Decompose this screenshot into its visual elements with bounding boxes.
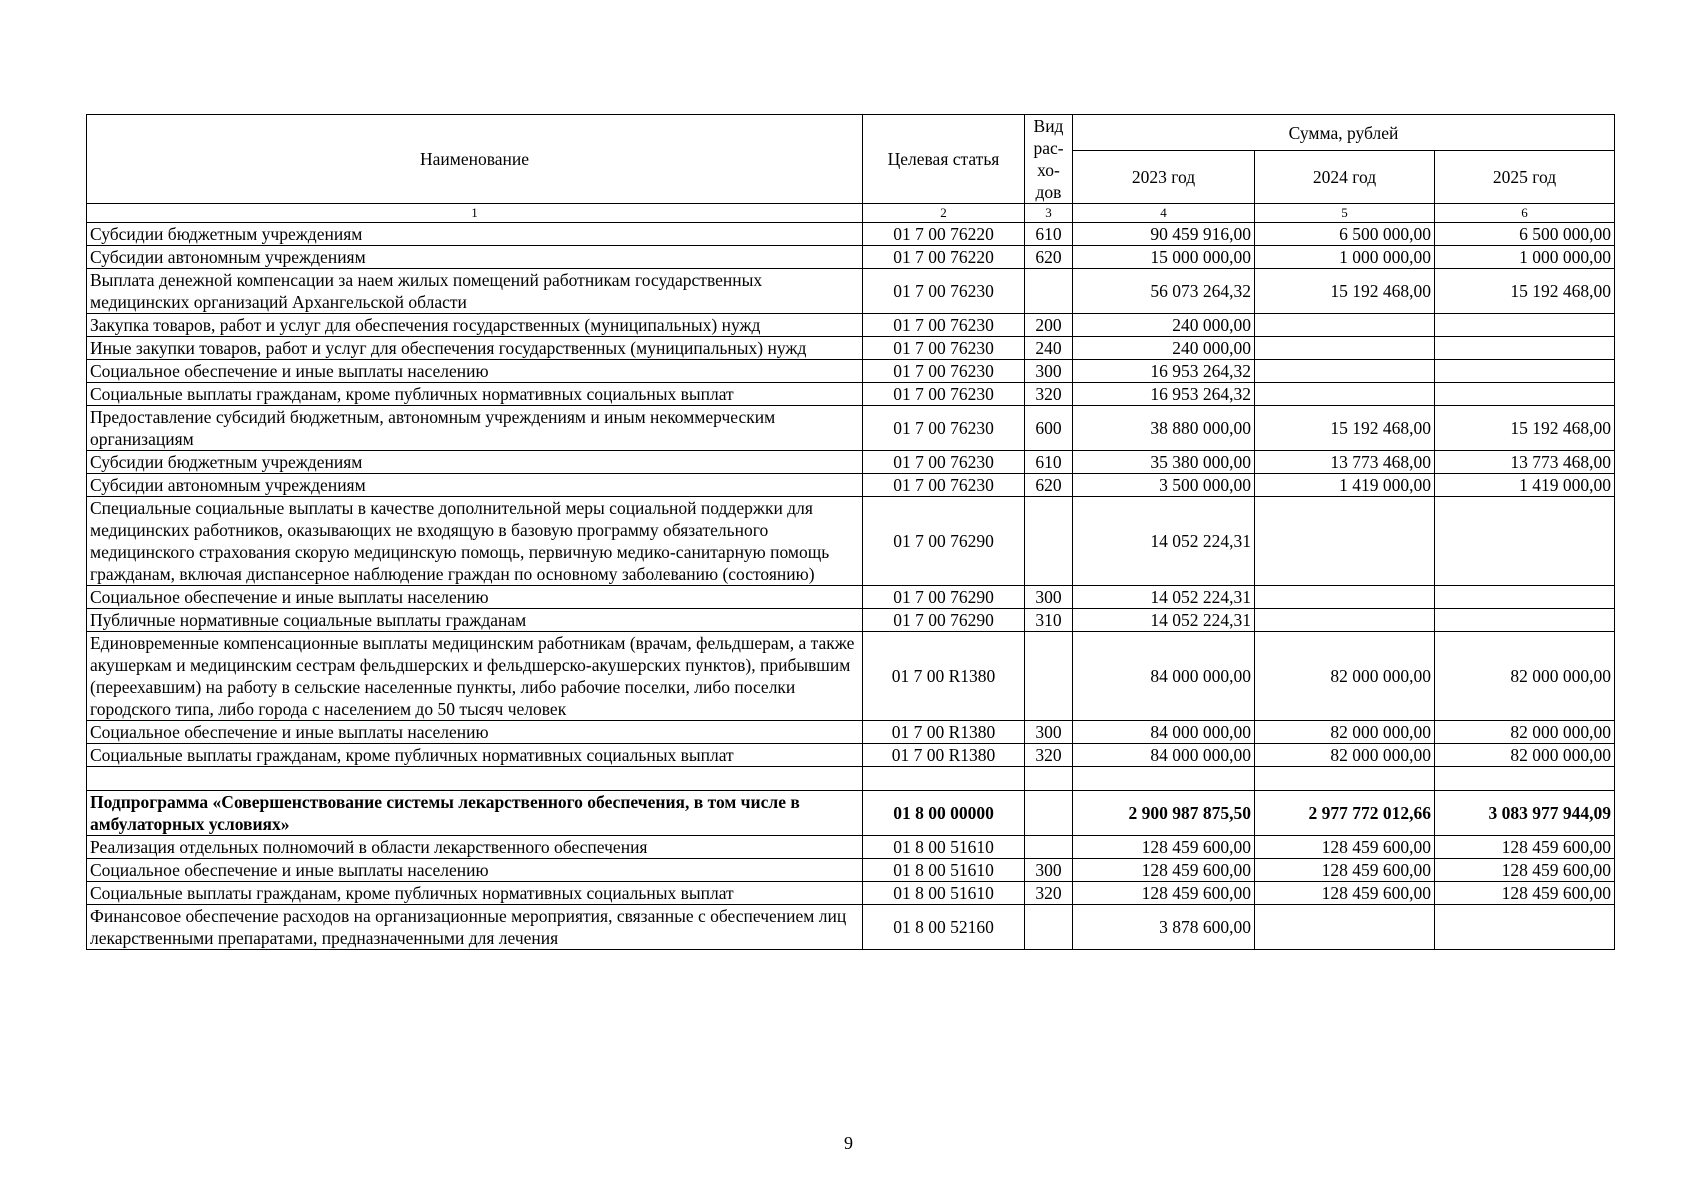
cell-amount-2025: 15 192 468,00 [1435, 269, 1615, 314]
cell-amount-2023: 15 000 000,00 [1073, 246, 1255, 269]
table-row [87, 451, 1615, 474]
cell-target-article: 01 7 00 76290 [863, 609, 1025, 632]
table-row [87, 269, 1615, 314]
cell-target-article: 01 7 00 76230 [863, 314, 1025, 337]
cell-expense-type [1025, 791, 1073, 836]
cell-expense-type: 320 [1025, 744, 1073, 767]
cell-amount-2023: 240 000,00 [1073, 314, 1255, 337]
cell-expense-type: 620 [1025, 474, 1073, 497]
cell-expense-type: 200 [1025, 314, 1073, 337]
cell-name: Социальное обеспечение и иные выплаты населению [87, 360, 863, 383]
cell-amount-2024 [1255, 609, 1435, 632]
cell-expense-type: 320 [1025, 383, 1073, 406]
cell-expense-type [1025, 497, 1073, 586]
cell-name: Специальные социальные выплаты в качестве дополнительной меры социальной поддержки для медицинских работников, оказывающих не входящую в базовую программу обязательного медицинского страхования скорую медицинскую помощь, первичную медико-санитарную помощь гражданам, включая диспансерное наблюдение граждан по основному заболеванию (состоянию) [87, 497, 863, 586]
cell-amount-2025 [1435, 497, 1615, 586]
cell-amount-2024 [1255, 905, 1435, 950]
table-row [87, 721, 1615, 744]
cell-expense-type [1025, 836, 1073, 859]
cell-name: Подпрограмма «Совершенствование системы лекарственного обеспечения, в том числе в амбулаторных условиях» [87, 791, 863, 836]
column-number: 3 [1025, 204, 1073, 223]
cell-amount-2024: 13 773 468,00 [1255, 451, 1435, 474]
cell-target-article: 01 7 00 76220 [863, 223, 1025, 246]
cell-name: Выплата денежной компенсации за наем жилых помещений работникам государственных медицинских организаций Архангельской области [87, 269, 863, 314]
cell-amount-2025: 1 000 000,00 [1435, 246, 1615, 269]
header-target-article: Целевая статья [863, 115, 1025, 204]
table-row [87, 360, 1615, 383]
cell-amount-2023: 16 953 264,32 [1073, 360, 1255, 383]
cell-amount-2025: 3 083 977 944,09 [1435, 791, 1615, 836]
cell-amount-2023: 84 000 000,00 [1073, 632, 1255, 721]
cell-amount-2023 [1073, 767, 1255, 791]
column-number: 6 [1435, 204, 1615, 223]
cell-expense-type [1025, 269, 1073, 314]
cell-name: Социальное обеспечение и иные выплаты населению [87, 859, 863, 882]
cell-expense-type: 300 [1025, 859, 1073, 882]
cell-amount-2024: 1 000 000,00 [1255, 246, 1435, 269]
cell-amount-2025 [1435, 767, 1615, 791]
cell-name: Субсидии бюджетным учреждениям [87, 451, 863, 474]
cell-target-article: 01 8 00 51610 [863, 882, 1025, 905]
cell-target-article: 01 7 00 76230 [863, 474, 1025, 497]
cell-amount-2023: 16 953 264,32 [1073, 383, 1255, 406]
cell-amount-2024 [1255, 360, 1435, 383]
cell-target-article: 01 7 00 76230 [863, 406, 1025, 451]
cell-name: Социальное обеспечение и иные выплаты населению [87, 721, 863, 744]
cell-amount-2023: 84 000 000,00 [1073, 721, 1255, 744]
cell-amount-2025: 82 000 000,00 [1435, 744, 1615, 767]
table-row [87, 905, 1615, 950]
cell-target-article: 01 7 00 76230 [863, 269, 1025, 314]
cell-amount-2024: 82 000 000,00 [1255, 721, 1435, 744]
cell-name [87, 767, 863, 791]
cell-amount-2024: 2 977 772 012,66 [1255, 791, 1435, 836]
cell-amount-2024: 82 000 000,00 [1255, 744, 1435, 767]
cell-name: Иные закупки товаров, работ и услуг для обеспечения государственных (муниципальных) нужд [87, 337, 863, 360]
cell-amount-2023: 128 459 600,00 [1073, 882, 1255, 905]
cell-target-article: 01 7 00 76220 [863, 246, 1025, 269]
cell-amount-2025 [1435, 383, 1615, 406]
cell-target-article: 01 7 00 R1380 [863, 744, 1025, 767]
header-expense-type: Вид рас- хо- дов [1025, 115, 1073, 204]
cell-expense-type [1025, 632, 1073, 721]
table-header [87, 115, 1615, 223]
cell-name: Социальные выплаты гражданам, кроме публичных нормативных социальных выплат [87, 383, 863, 406]
table-row [87, 882, 1615, 905]
cell-amount-2025 [1435, 337, 1615, 360]
cell-amount-2023: 84 000 000,00 [1073, 744, 1255, 767]
table-row [87, 632, 1615, 721]
cell-amount-2025: 128 459 600,00 [1435, 882, 1615, 905]
cell-target-article: 01 7 00 76230 [863, 383, 1025, 406]
cell-amount-2025 [1435, 314, 1615, 337]
cell-amount-2024 [1255, 314, 1435, 337]
cell-expense-type: 610 [1025, 223, 1073, 246]
header-year-2023: 2023 год [1073, 151, 1255, 204]
cell-amount-2024: 1 419 000,00 [1255, 474, 1435, 497]
cell-amount-2023: 56 073 264,32 [1073, 269, 1255, 314]
cell-amount-2024: 15 192 468,00 [1255, 406, 1435, 451]
table-row [87, 859, 1615, 882]
table-row [87, 497, 1615, 586]
cell-name: Публичные нормативные социальные выплаты гражданам [87, 609, 863, 632]
cell-amount-2025: 13 773 468,00 [1435, 451, 1615, 474]
table-row [87, 246, 1615, 269]
cell-target-article: 01 7 00 76290 [863, 586, 1025, 609]
cell-amount-2023: 128 459 600,00 [1073, 836, 1255, 859]
column-number: 2 [863, 204, 1025, 223]
cell-name: Социальные выплаты гражданам, кроме публичных нормативных социальных выплат [87, 744, 863, 767]
cell-amount-2025 [1435, 586, 1615, 609]
table-row [87, 791, 1615, 836]
column-number: 4 [1073, 204, 1255, 223]
header-name: Наименование [87, 115, 863, 204]
cell-amount-2023: 14 052 224,31 [1073, 586, 1255, 609]
cell-expense-type: 240 [1025, 337, 1073, 360]
cell-target-article: 01 8 00 00000 [863, 791, 1025, 836]
column-number: 1 [87, 204, 863, 223]
cell-amount-2023: 38 880 000,00 [1073, 406, 1255, 451]
cell-amount-2024: 128 459 600,00 [1255, 859, 1435, 882]
table-row [87, 314, 1615, 337]
cell-amount-2025: 82 000 000,00 [1435, 721, 1615, 744]
table-row [87, 474, 1615, 497]
cell-amount-2024 [1255, 586, 1435, 609]
table-row [87, 406, 1615, 451]
cell-target-article: 01 8 00 51610 [863, 859, 1025, 882]
cell-amount-2025: 128 459 600,00 [1435, 859, 1615, 882]
table-row [87, 586, 1615, 609]
header-sum-rubles: Сумма, рублей [1073, 115, 1615, 151]
cell-target-article: 01 7 00 76290 [863, 497, 1025, 586]
cell-target-article: 01 7 00 76230 [863, 451, 1025, 474]
cell-name: Социальное обеспечение и иные выплаты населению [87, 586, 863, 609]
cell-name: Предоставление субсидий бюджетным, автономным учреждениям и иным некоммерческим организациям [87, 406, 863, 451]
cell-amount-2025: 1 419 000,00 [1435, 474, 1615, 497]
cell-amount-2025: 128 459 600,00 [1435, 836, 1615, 859]
cell-amount-2023: 2 900 987 875,50 [1073, 791, 1255, 836]
cell-amount-2023: 35 380 000,00 [1073, 451, 1255, 474]
column-number-row [87, 204, 1615, 223]
table-row [87, 383, 1615, 406]
column-number: 5 [1255, 204, 1435, 223]
cell-name: Реализация отдельных полномочий в области лекарственного обеспечения [87, 836, 863, 859]
cell-amount-2023: 14 052 224,31 [1073, 497, 1255, 586]
table-row [87, 767, 1615, 791]
cell-amount-2024: 6 500 000,00 [1255, 223, 1435, 246]
budget-table [86, 114, 1615, 950]
cell-expense-type: 310 [1025, 609, 1073, 632]
cell-amount-2025 [1435, 360, 1615, 383]
cell-expense-type: 300 [1025, 360, 1073, 383]
cell-amount-2023: 90 459 916,00 [1073, 223, 1255, 246]
table-row [87, 836, 1615, 859]
cell-amount-2025: 15 192 468,00 [1435, 406, 1615, 451]
cell-name: Социальные выплаты гражданам, кроме публичных нормативных социальных выплат [87, 882, 863, 905]
cell-amount-2025 [1435, 609, 1615, 632]
cell-amount-2024: 15 192 468,00 [1255, 269, 1435, 314]
cell-target-article: 01 8 00 51610 [863, 836, 1025, 859]
cell-expense-type [1025, 767, 1073, 791]
cell-name: Субсидии бюджетным учреждениям [87, 223, 863, 246]
cell-target-article: 01 7 00 76230 [863, 337, 1025, 360]
cell-expense-type: 300 [1025, 586, 1073, 609]
cell-target-article: 01 7 00 76230 [863, 360, 1025, 383]
header-year-2024: 2024 год [1255, 151, 1435, 204]
cell-expense-type [1025, 905, 1073, 950]
cell-amount-2024: 128 459 600,00 [1255, 836, 1435, 859]
cell-amount-2025 [1435, 905, 1615, 950]
cell-amount-2024 [1255, 497, 1435, 586]
cell-expense-type: 320 [1025, 882, 1073, 905]
cell-expense-type: 620 [1025, 246, 1073, 269]
table-row [87, 609, 1615, 632]
cell-expense-type: 600 [1025, 406, 1073, 451]
cell-name: Закупка товаров, работ и услуг для обеспечения государственных (муниципальных) нужд [87, 314, 863, 337]
cell-amount-2025: 82 000 000,00 [1435, 632, 1615, 721]
table-row [87, 223, 1615, 246]
cell-target-article: 01 7 00 R1380 [863, 721, 1025, 744]
cell-name: Финансовое обеспечение расходов на организационные мероприятия, связанные с обеспечением лиц лекарственными препаратами, предназначенными для лечения [87, 905, 863, 950]
cell-name: Субсидии автономным учреждениям [87, 246, 863, 269]
cell-amount-2025: 6 500 000,00 [1435, 223, 1615, 246]
cell-target-article: 01 7 00 R1380 [863, 632, 1025, 721]
cell-amount-2024 [1255, 767, 1435, 791]
header-year-2025: 2025 год [1435, 151, 1615, 204]
cell-amount-2024 [1255, 337, 1435, 360]
cell-target-article: 01 8 00 52160 [863, 905, 1025, 950]
cell-expense-type: 610 [1025, 451, 1073, 474]
cell-amount-2024: 128 459 600,00 [1255, 882, 1435, 905]
table-row [87, 337, 1615, 360]
table-row [87, 744, 1615, 767]
cell-amount-2023: 3 878 600,00 [1073, 905, 1255, 950]
table-body [87, 223, 1615, 950]
cell-name: Субсидии автономным учреждениям [87, 474, 863, 497]
cell-name: Единовременные компенсационные выплаты медицинским работникам (врачам, фельдшерам, а также акушеркам и медицинским сестрам фельдшерских и фельдшерско-акушерских пунктов), прибывшим (переехавшим) на работу в сельские населенные пункты, либо рабочие поселки, либо поселки городского типа, либо города с населением до 50 тысяч человек [87, 632, 863, 721]
cell-amount-2023: 128 459 600,00 [1073, 859, 1255, 882]
cell-target-article [863, 767, 1025, 791]
cell-amount-2023: 240 000,00 [1073, 337, 1255, 360]
cell-amount-2023: 3 500 000,00 [1073, 474, 1255, 497]
cell-amount-2023: 14 052 224,31 [1073, 609, 1255, 632]
cell-amount-2024: 82 000 000,00 [1255, 632, 1435, 721]
cell-amount-2024 [1255, 383, 1435, 406]
page-number: 9 [844, 1133, 853, 1153]
cell-expense-type: 300 [1025, 721, 1073, 744]
